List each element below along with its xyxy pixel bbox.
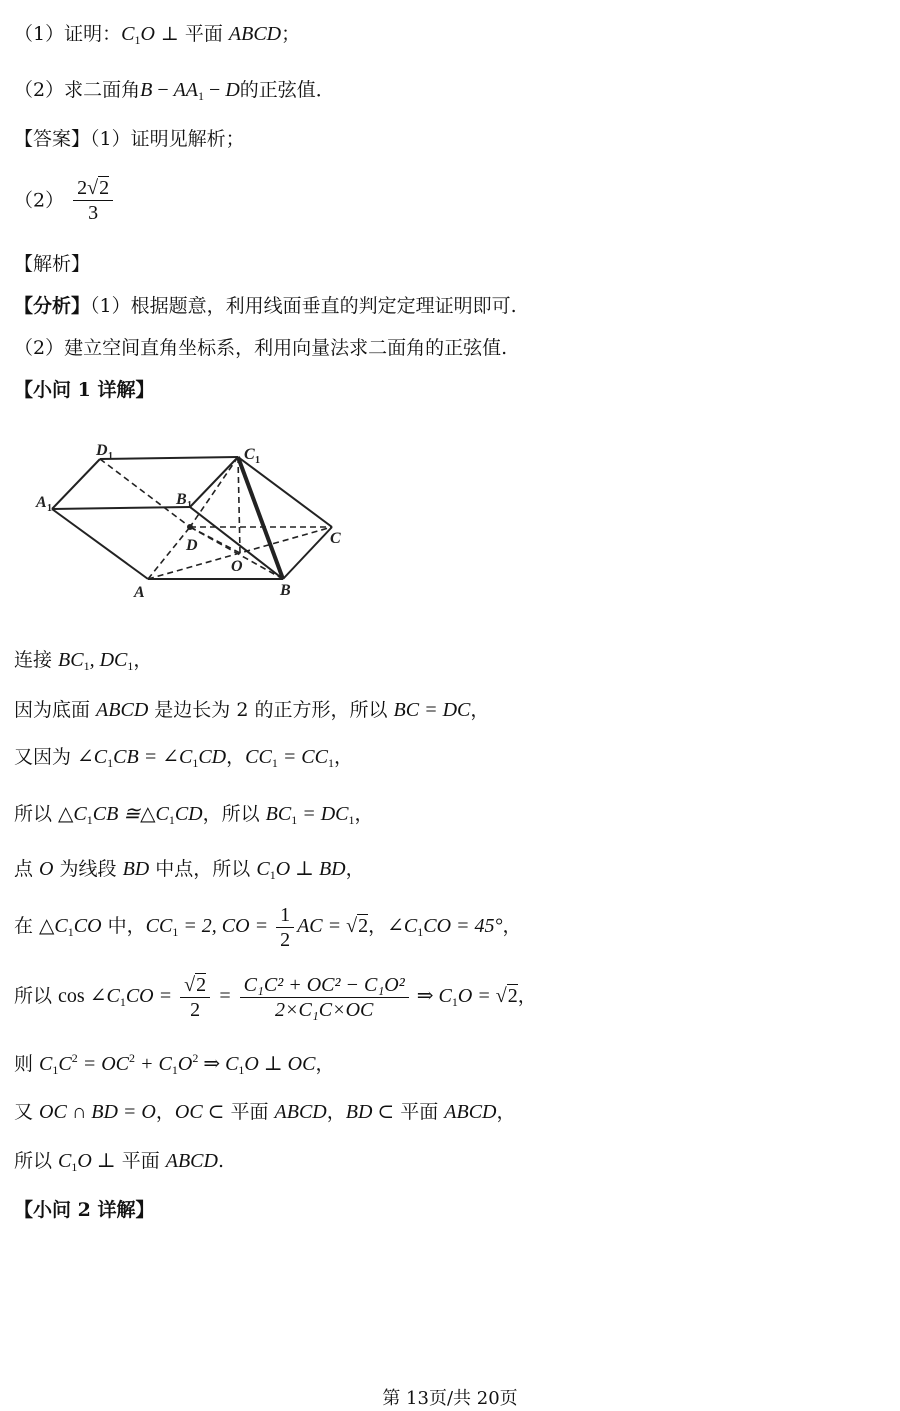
label-d: D xyxy=(186,537,198,554)
parallelepiped-figure xyxy=(30,437,350,607)
analysis-line-2: （2）建立空间直角坐标系，利用向量法求二面角的正弦值. xyxy=(14,337,508,359)
seg-c1-o xyxy=(238,457,240,553)
proof-line-9: 又 OC ∩ BD = O，OC ⊂ 平面 ABCD，BD ⊂ 平面 ABCD， xyxy=(14,1101,516,1123)
proof-line-5: 点 O 为线段 BD 中点，所以 $C_1O$ ⊥ BD， xyxy=(14,858,365,882)
page-footer: 第 13页/共 20页 xyxy=(382,1388,518,1409)
label-b1-sub: 1 xyxy=(187,500,192,511)
edge-b-c xyxy=(283,527,332,579)
proof-line-10: 所以 $C_1O$ ⊥ 平面 ABCD. xyxy=(14,1150,225,1174)
answer-fraction: $\frac{2√2}{3}$ xyxy=(73,176,113,225)
proof-line-8: 则 $C_1C^2 = OC^2 + C_1O^2$ ⇒ $C_1O$ ⊥ OC， xyxy=(14,1051,335,1077)
edge-a-a1 xyxy=(52,509,148,579)
label-c1: C xyxy=(244,446,255,463)
analysis-line-1: 【分析】（1）根据题意，利用线面垂直的判定定理证明即可. xyxy=(14,295,517,317)
analysis-tag: 【解析】 xyxy=(14,253,91,275)
part2-question: （2）求二面角$B - AA_1 - D$的正弦值． xyxy=(14,79,335,103)
label-d1-sub: 1 xyxy=(108,451,113,462)
part1-question: （1）证明：$C_1O$ ⊥ 平面 ABCD； xyxy=(14,23,301,47)
proof-line-2: 因为底面 ABCD 是边长为 2 的正方形，所以 BC = DC， xyxy=(14,699,490,721)
edge-a-d xyxy=(148,527,190,579)
subquestion-1-heading: 【小问 1 详解】 xyxy=(14,379,155,401)
proof-line-1: 连接 $BC_1$, $DC_1$， xyxy=(14,649,153,673)
label-a1-sub: 1 xyxy=(47,503,52,514)
label-b: B xyxy=(280,582,291,599)
proof-line-4: 所以 $\triangle C_1CB$ $≅\triangle C_1CD$，所以 $BC_1 = DC_1$， xyxy=(14,803,374,827)
edge-a1-d1 xyxy=(52,459,100,509)
label-o: O xyxy=(231,558,243,575)
label-c1-sub: 1 xyxy=(255,455,260,466)
answer-tag: 【答案】 xyxy=(14,128,91,150)
answer-part2: （2） $\frac{2√2}{3}$ xyxy=(14,176,116,225)
proof-line-6: 在 $\triangle C_1CO$ 中，$CC_1 = 2$, CO = $\frac{1}{2}$ AC = √2，$\angle C_1CO = 45^\circ$， xyxy=(14,903,522,951)
proof-line-7: 所以 $\cos \angle C_1CO$ = $\frac{√2}{2}$ = $\frac{\text{C₁C² + OC² − C₁O²}}{\text{2×C₁C×OC}}$ ⇒ $C_1O = √2$， xyxy=(14,973,537,1021)
seg-c1-d xyxy=(190,457,238,527)
label-b1: B xyxy=(176,491,187,508)
edge-a1-b1 xyxy=(52,507,190,509)
label-a1: A xyxy=(36,494,47,511)
proof-line-3: 又因为 $\angle C_1CB$ = $\angle C_1CD$，$CC_1 = CC_1$， xyxy=(14,746,354,770)
edge-b1-c1 xyxy=(190,457,238,507)
edge-d1-c1 xyxy=(100,457,238,459)
label-c: C xyxy=(330,530,341,547)
answer-line: 【答案】（1）证明见解析； xyxy=(14,128,245,150)
label-a: A xyxy=(134,584,145,601)
subquestion-2-heading: 【小问 2 详解】 xyxy=(14,1199,155,1221)
point-d xyxy=(187,524,193,530)
label-d1: D xyxy=(96,442,108,459)
